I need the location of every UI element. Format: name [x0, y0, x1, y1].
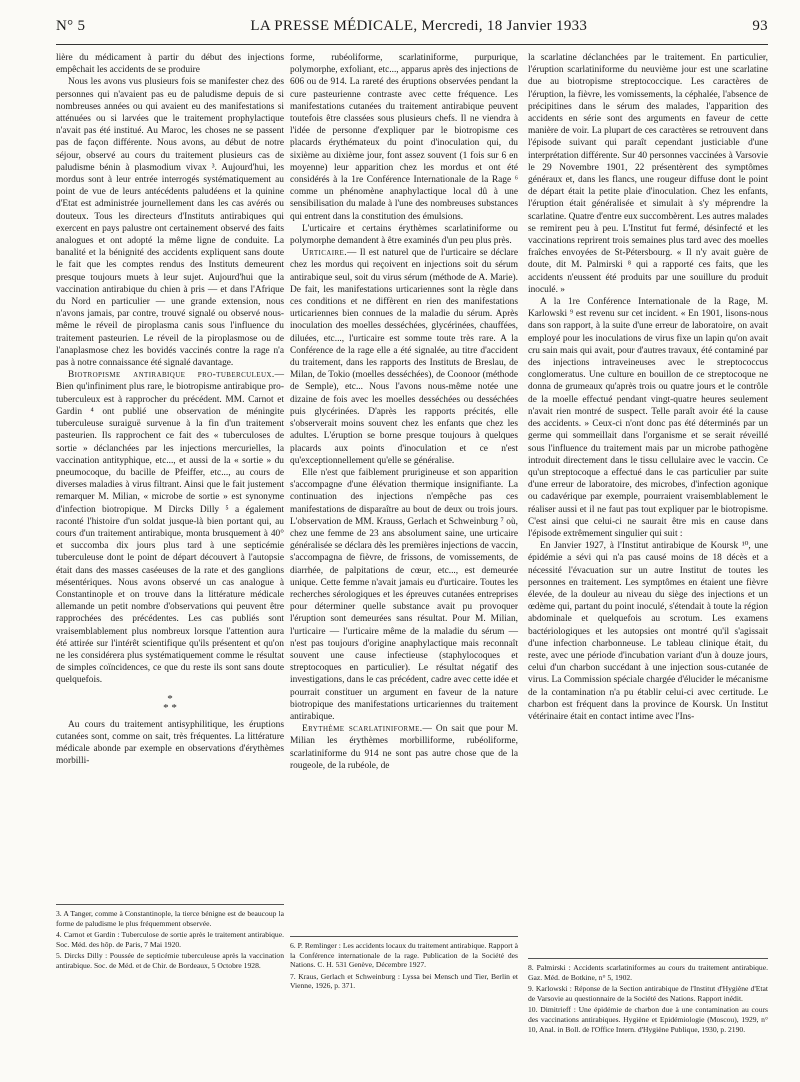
paragraph: — On sait que pour M. Milian les érythèmes morbilliforme, rubéoliforme, scarlatiniforme du 914 ne sont pas autre chose que de la rougeole, de la rubéole, de [290, 724, 518, 771]
paragraph: En Janvier 1927, à l'Institut antirabique de Koursk ¹⁰, une épidémie a sévi qui n'a pas causé moins de 18 décès et a nécessité l'évacuation sur un autre Institut de toutes les personnes en traitement. Les symptômes en étaient une fièvre élevée, de la douleur au niveau du siège des injections et un œdème qui, partant du point inoculé, s'étendait à toute la région abdominale et quelquefois au scrotum. Les examens bactériologiques et les autopsies ont montré qu'il s'agissait d'une infection charbonneuse. Le tableau clinique était, du reste, avec une période d'incubation variant d'un à douze jours, celui d'un charbon succédant à une injection sous-cutanée de virus. La Commission spéciale chargée d'élucider le mécanisme de la contamination n'a pu établir celui-ci avec certitude. Le charbon est fréquent dans la province de Koursk. Un Institut vétérinaire était en contact intime avec l'Ins- [528, 541, 768, 722]
footnote: 10. Dimitrieff : Une épidémie de charbon due à une contamination au cours des vaccinations antirabiques. Hygiène et Epidémiologie (Moscou), 1929, n° 10, Anal. in Boll. de l'Office Intern. d'Hygiène Publique, 1930, p. 2190. [528, 1005, 768, 1034]
header-rule [56, 44, 768, 45]
paragraph: la scarlatine déclanchées par le traitement. En particulier, l'éruption scarlatiniforme du neuvième jour est une scarlatine due au biotropisme streptococcique. Les caractères de l'éruption, la fièvre, les vomissements, la céphalée, l'absence de précipitines dans le sérum des malades, l'apparition des accidents en série sont des arguments en faveur de cette manière de voir. La plupart de ces caractères se retrouvent dans l'épisode suivant qui paraît cependant justiciable d'une interprétation différente. Sur 40 personnes vaccinées à Varsovie le 29 Novembre 1901, 22 présentèrent des symptômes généraux et, dans les flancs, une rougeur diffuse dont le point de départ était la petite plaie d'inoculation. Chez les enfants, l'éruption était généralisée et simulait à s'y méprendre la scarlatine. Quatre d'entre eux succombèrent. Les autres malades se remirent peu à peu. L'Institut fut fermé, désinfecté et les vaccinations reprirent trois semaines plus tard avec des moelles fraîches envoyées de St-Pétersbourg. « Il n'y avait guère de doute, dit M. Palmirski ⁸ qui a rapporté ces faits, que les accidents n'eussent été produits par une souillure du produit inoculé. » [528, 53, 768, 295]
section-heading: Urticaire. [302, 248, 347, 259]
paragraph: — Il est naturel que de l'urticaire se déclare chez les mordus qui reçoivent en injections soit du sérum antirabique seul, soit du virus sérum (méthode de A. Marie). De fait, les manifestations urticariennes sont la règle dans ces conditions et ne diffèrent en rien des manifestations urticariennes bien connues de la maladie du sérum. Après inoculation des moelles desséchées, glycérinées, chauffées, diluées, etc..., l'urticaire est somme toute très rare. A la Conférence de la rage elle a été signalée, au titre d'accident du traitement, dans les rapports des Instituts de Breslau, de Milan, de Tokio (moelles desséchées), de Coonoor (méthode de Semple), etc... Nous l'avons nous-même notée une dizaine de fois avec les moelles desséchées ou desséchées puis glycérinées. D'après les rapports précités, elle s'observerait moins souvent chez les enfants que chez les adultes. L'éruption se borne presque toujours à quelques placards aux points d'inoculation et ce n'est qu'exceptionnellement qu'elle se généralise. [290, 248, 518, 466]
footnote: 4. Carnot et Gardin : Tuberculose de sortie après le traitement antirabique. Soc. Méd. des hôp. de Paris, 7 Mai 1920. [56, 930, 284, 949]
paragraph: lière du médicament à partir du début des injections empêchait les accidents de se produire [56, 53, 284, 76]
footnote-rule [56, 904, 284, 905]
footnote: 6. P. Remlinger : Les accidents locaux du traitement antirabique. Rapport à la Conférence internationale de la rage. Publication de la Société des Nations. C. H. 531 Genève, Décembre 1927. [290, 941, 518, 970]
column-2 [290, 52, 518, 772]
paragraph: — Bien qu'infiniment plus rare, le biotropisme antirabique pro-tuberculeux est à rapprocher du précédent. MM. Carnot et Gardin ⁴ ont publié une observation de méningite tuberculeuse suraiguë survenue à la fin d'un traitement pasteurien. Ils rapprochent ce fait des « tuberculoses de sortie » déclanchées par les injections mercurielles, la vaccination antityphique, etc..., et aussi de la « sortie » du pneumocoque, du bacille de Pfeiffer, etc..., au cours de diverses maladies à virus filtrant. Ainsi que le fait justement remarquer M. Milian, « microbe de sortie » est synonyme d'infection biotropique. M Dircks Dilly ⁵ a également raconté l'histoire d'un soldat jusque-là bien portant qui, au cours d'un traitement antirabique, monta brusquement à 40° et succomba dix jours plus tard à une septicémie tuberculeuse dont le point de départ découvert à l'autopsie était dans des masses caséeuses de la rate et des ganglions mésentériques. Nous avons observé un cas analogue à Constantinople et on trouve dans la littérature médicale allemande un petit nombre d'observations qui peuvent être rapprochées des précédentes. Les cas publiés sont vraisemblablement plus nombreux lorsque l'attention aura été attirée sur l'intérêt scientifique qu'ils présentent et qu'on ne les considérera plus systématiquement comme le résultat de simples coïncidences, ce que du reste ils sont sans doute quelquefois. [56, 370, 284, 686]
paragraph: A la 1re Conférence Internationale de la Rage, M. Karlowski ⁹ est revenu sur cet incident. « En 1901, lisons-nous dans son rapport, à la suite d'une erreur de laboratoire, on avait employé pour les inoculations de virus fixe un lapin qu'on avait cru sain mais qui avait, pour d'autres travaux, été contaminé par des injections intraveineuses avec le streptococcus conglomeratus. Une culture en bouillon de ce streptocoque ne donna de grumeaux qu'après trois ou quatre jours et le contrôle de la moelle effectué pendant vingt-quatre heures seulement n'avait rien montré de suspect. Telle paraît avoir été la cause des accidents. » Ceux-ci n'ont donc pas été déterminés par un germe qui sommeillait dans l'organisme et se serait réveillé sous l'influence du traitement mais par un microbe pathogène introduit directement dans le tissu cellulaire avec le vaccin. Ce qu'un streptocoque a effectué dans le cas particulier par suite d'une erreur de laboratoire, des microbes, d'infection agonique ou cadavérique par exemple, pourraient vraisemblablement le réaliser aussi et il ne faut pas tout expliquer par le biotropisme. C'est ainsi que celui-ci ne saurait être mis en cause dans l'épisode extrêmement singulier qui suit : [528, 297, 768, 539]
footnote-rule [528, 958, 768, 959]
footnotes-col2 [290, 936, 518, 993]
paragraph: Elle n'est que faiblement prurigineuse et son apparition s'accompagne d'une élévation thermique insignifiante. La continuation des injections n'empêche pas ces manifestations de disparaître au bout de deux ou trois jours. L'observation de MM. Krauss, Gerlach et Schweinburg ⁷ où, chez une femme de 23 ans absolument saine, une urticaire généralisée se déclara dès les premières injections de vaccin, s'accompagna de fièvre, de frissons, de vomissements, de diarrhée, de palpitations de cœur, etc..., est demeurée unique. Cette femme n'avait jamais eu d'urticaire. Toutes les recherches sérologiques et les épreuves cutanées entreprises pour déterminer quelle substance avait pu provoquer l'éruption sont demeurées sans résultat. Pour M. Milian, l'urticaire — l'urticaire même de la maladie du sérum — n'est pas toujours d'origine anaphylactique mais reconnaît souvent une cause infectieuse (staphylocoques et streptocoques en particulier). Le résultat négatif des investigations, dans le cas précédent, cadre avec cette idée et pourrait constituer un argument en faveur de la nature biotropique des manifestations urticariennes du traitement antirabique. [290, 467, 518, 722]
paragraph: Au cours du traitement antisyphilitique, les éruptions cutanées sont, comme on sait, très fréquentes. La littérature médicale abonde par exemple en observations d'érythèmes morbilli- [56, 719, 284, 767]
footnote: 9. Karlowski : Réponse de la Section antirabique de l'Institut d'Hygiène d'Etat de Varsovie au questionnaire de la Société des Nations. Rapport inédit. [528, 984, 768, 1003]
section-heading: Erythème scarlatiniforme. [302, 724, 423, 735]
paragraph: Nous les avons vus plusieurs fois se manifester chez des personnes qui n'avaient pas eu de paludisme depuis de si nombreuses années ou qui avaient eu des manifestations si atténuées ou si larvées que le traitement prophylactique n'avait pas été institué. Au Maroc, les choses ne se passent pas de façon différente. Nous avons, au début de notre séjour, observé au cours du traitement plusieurs cas de paludisme bénin à plasmodium vivax ³. Aujourd'hui, les mordus sont à leur entrée interrogés systématiquement au point de vue de leurs antécédents paludéens et la quinine d'Etat est administrée journellement dans les cas avérés ou douteux. Tous les directeurs d'Instituts antirabiques qui exercent en pays palustre ont certainement observé des faits analogues et ont adopté la même ligne de conduite. La banalité et la bénignité des accidents expliquent sans doute le fait que les comptes rendus des Instituts demeurent presque toujours muets à leur sujet. Aujourd'hui que la vaccination antirabique du chien à pris — et dans l'Afrique du Nord en particulier — une grande extension, nous n'avons jamais, par contre, trouvé signalé ou observé nous-même le réveil de piroplasma canis sous l'influence du traitement pasteurien. Le réveil de la piroplasmose ou de l'anaplasmose chez les bovidés vaccinés contre la rage n'a pas à notre connaissance été signalé davantage. [56, 77, 284, 369]
column-1 [56, 52, 284, 767]
footnote: 3. A Tanger, comme à Constantinople, la tierce bénigne est de beaucoup la forme de paludisme le plus fréquemment observée. [56, 909, 284, 928]
page-number: 93 [752, 18, 768, 34]
paragraph: L'urticaire et certains érythèmes scarlatiniforme ou polymorphe demandent à être examinés d'un peu plus près. [290, 223, 518, 247]
paragraph: forme, rubéoliforme, scarlatiniforme, purpurique, polymorphe, exfoliant, etc..., apparus après des injections de 606 ou de 914. La rareté des éruptions observées pendant la cure pasteurienne contraste avec cette fréquence. Les manifestations cutanées du traitement antirabique peuvent toutefois être classées sous plusieurs chefs. Il ne viendra à l'idée de personne d'expliquer par le biotropisme ces placards érythémateux du point d'inoculation qui, du sixième au dixième jour, font assez souvent (1 fois sur 6 en moyenne) leur apparition chez les mordus et ont été considérés à la 1re Conférence Internationale de la Rage ⁶ comme un phénomène anaphylactique local dû à une sensibilisation du malade à l'une des nombreuses substances qui entrent dans la constitution des émulsions. [290, 53, 518, 222]
footnote-rule [290, 936, 518, 937]
footnotes-col1 [56, 904, 284, 973]
page-header [56, 18, 768, 42]
footnote: 8. Palmirski : Accidents scarlatiniformes au cours du traitement antirabique. Gaz. Méd. de Botkine, n° 5, 1902. [528, 963, 768, 982]
footnotes-col3 [528, 958, 768, 1036]
column-3 [528, 52, 768, 723]
journal-title: LA PRESSE MÉDICALE, Mercredi, 18 Janvier 1933 [250, 18, 588, 34]
issue-number: N° 5 [56, 18, 86, 34]
section-heading: Biotropisme antirabique pro-tuberculeux. [68, 370, 275, 381]
footnote: 7. Kraus, Gerlach et Schweinburg : Lyssa bei Mensch und Tier, Berlin et Vienne, 1926, p. 371. [290, 971, 518, 991]
section-separator: * * * [163, 692, 177, 714]
footnote: 5. Dircks Dilly : Poussée de septicémie tuberculeuse après la vaccination antirabique. Soc. de Méd. et de Chir. de Bordeaux, 5 Octobre 1928. [56, 951, 284, 970]
